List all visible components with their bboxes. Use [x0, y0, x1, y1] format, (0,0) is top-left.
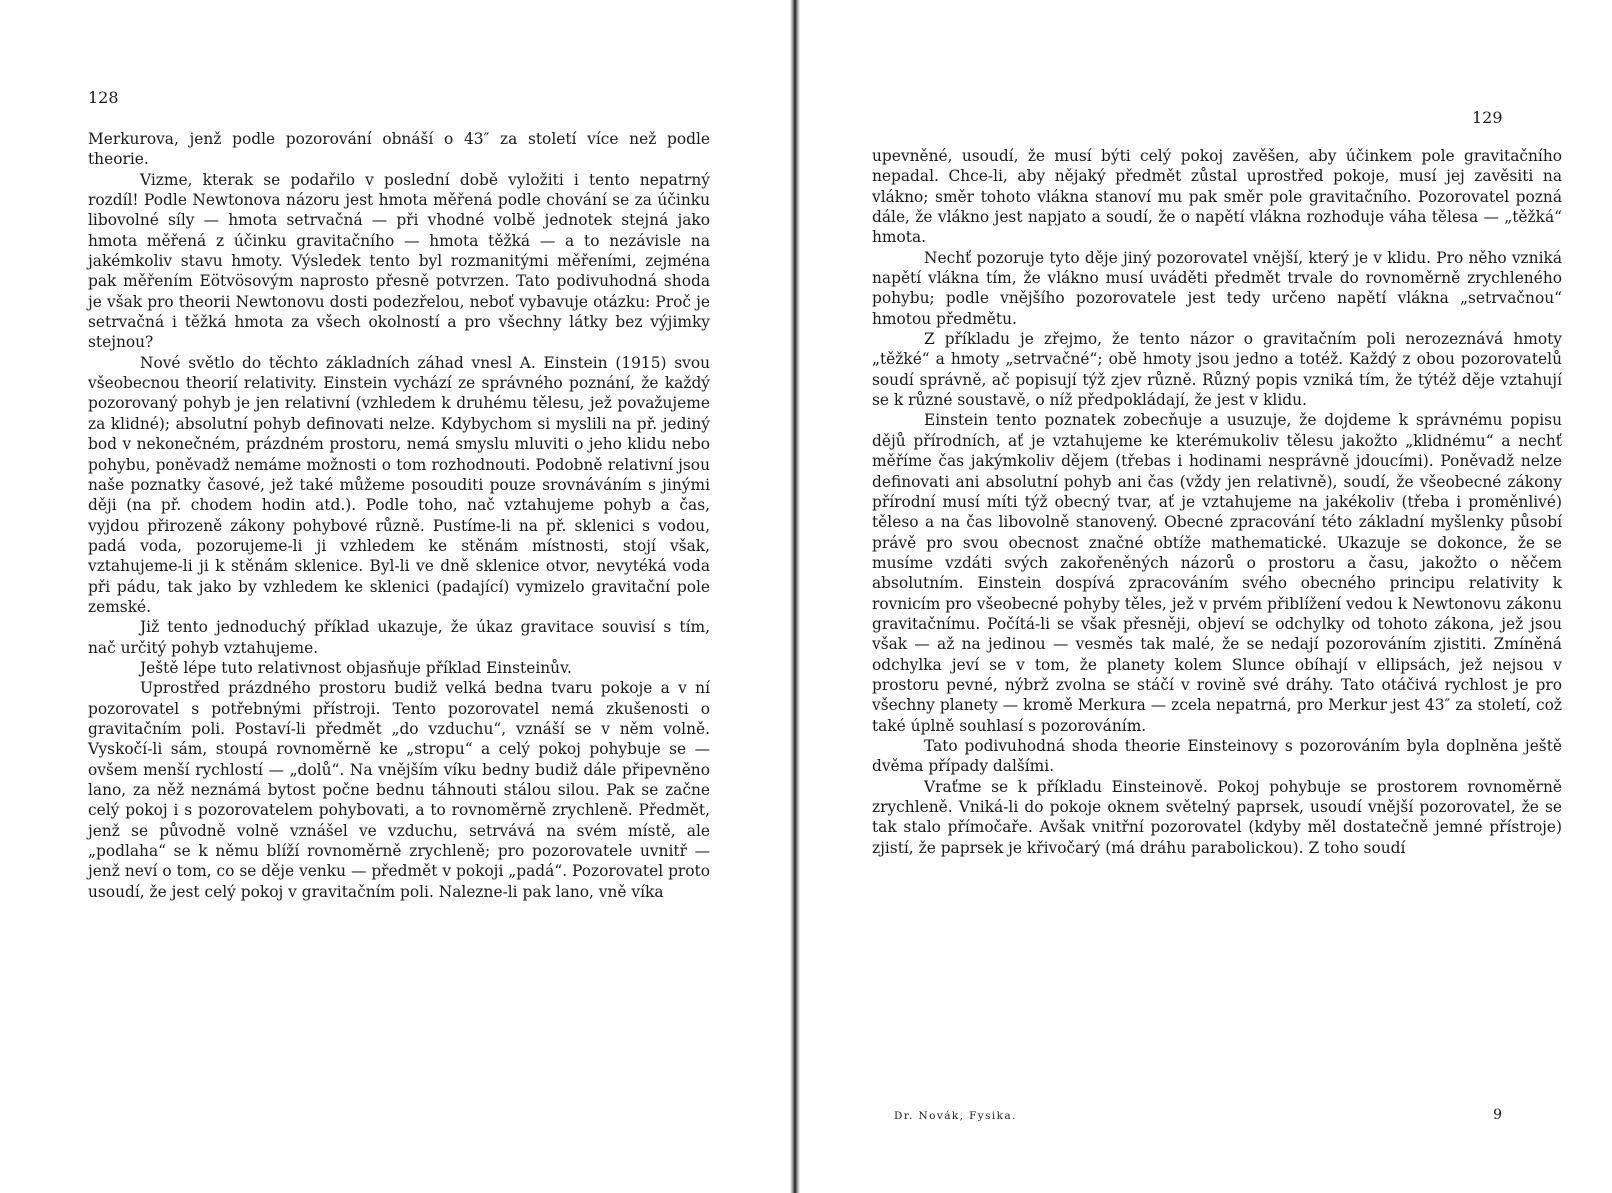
paragraph: Nové světlo do těchto základních záhad vnesl A. Einstein (1915) svou všeobecnou theorií relativity. Einstein vychází ze správného poznání, že každý pozorovaný pohyb je jen relativní (vzhledem k druhému tělesu, jež považujeme za klidné); absolutní pohyb definovati nelze. Kdybychom si myslili na př. jediný bod v nekonečném, prázdném prostoru, nemá smyslu mluviti o jeho klidu nebo pohybu, poněvadž nemáme možnosti o tom rozhodnouti. Podobně relativní jsou naše poznatky časové, jež také můžeme posouditi pouze srovnáváním s jinými ději (na př. chodem hodin atd.). Podle toho, nač vztahujeme pohyb a čas, vyjdou přirozeně zákony pohybové různě. Pustíme-li na př. sklenici s vodou, padá voda, pozorujeme-li ji vzhledem ke stěnám místnosti, stojí však, vztahujeme-li ji k stěnám sklenice. Byl-li ve dně sklenice otvor, nevytéká voda při pádu, tak jako by vzhledem ke sklenici (padající) vymizelo gravitační pole zemské.: [88, 353, 710, 616]
paragraph: Vraťme se k příkladu Einsteinově. Pokoj pohybuje se prostorem rovnoměrně zrychleně. Vniká-li do pokoje oknem světelný paprsek, usoudí vnější pozorovatel, že se tak stalo přímočaře. Avšak vnitřní pozorovatel (kdyby měl dostatečně jemné přístroje) zjistí, že paprsek je křivočarý (má dráhu parabolickou). Z toho soudí: [872, 777, 1562, 857]
left-page-text: [88, 129, 710, 902]
paragraph: Ještě lépe tuto relativnost objasňuje příklad Einsteinův.: [140, 658, 572, 677]
paragraph: Z příkladu je zřejmo, že tento názor o gravitačním poli nerozeznává hmoty „těžké“ a hmoty „setrvačné“; obě hmoty jsou jedno a totéž. Každý z obou pozorovatelů soudí správně, ač popisují týž zjev různě. Různý popis vzniká tím, že týtéž děje vztahují se k různé soustavě, o níž předpokládají, že jest v klidu.: [872, 330, 1562, 410]
page-number-right: 129: [1472, 108, 1503, 127]
paragraph: Již tento jednoduchý příklad ukazuje, že úkaz gravitace souvisí s tím, nač určitý pohyb vztahujeme.: [88, 618, 710, 657]
paragraph: upevněné, usoudí, že musí býti celý pokoj zavěšen, aby účinkem pole gravitačního nepadal. Chce-li, aby nějaký předmět zůstal uprostřed pokoje, musí jej zavěsiti na vlákno; směr tohoto vlákna stanoví mu pak směr pole gravitačního. Pozorovatel pozná dále, že vlákno jest napjato a soudí, že o napětí vlákna rozhoduje váha tělesa — „těžká“ hmota.: [872, 147, 1562, 247]
right-page: [800, 0, 1612, 1193]
footer-signature: Dr. Novák, Fysika.: [894, 1110, 1017, 1122]
page-footer: [872, 1107, 1562, 1129]
left-page: [0, 0, 790, 1193]
paragraph: Vizme, kterak se podařilo v poslední době vyložiti i tento nepatrný rozdíl! Podle Newtonova názoru jest hmota měřená podle chování se za účinku libovolné síly — hmota setrvačná — při vhodné volbě jednotek stejná jako hmota měřená z účinku gravitačního — hmota těžká — a to nezávisle na jakémkoliv stavu hmoty. Výsledek tento byl rozmanitými měřeními, zejména pak měřením Eötvösovým naprosto přesně potvrzen. Tato podivuhodná shoda je však pro theorii Newtonovu dosti podezřelou, neboť vybavuje otázku: Proč je setrvačná i těžká hmota za všech okolností a pro všechny látky bez výjimky stejnou?: [88, 170, 710, 352]
paragraph: Merkurova, jenž podle pozorování obnáší o 43″ za století více než podle theorie.: [88, 130, 710, 169]
footer-sheet-number: 9: [1493, 1107, 1502, 1123]
paragraph: Einstein tento poznatek zobecňuje a usuzuje, že dojdeme k správnému popisu dějů přírodních, ať je vztahujeme ke kterémukoliv tělesu jakožto „klidnému“ a nechť měříme čas jakýmkoliv dějem (třebas i hodinami nesprávně jdoucími). Poněvadž nelze definovati ani absolutní pohyb ani čas (vždy jen relativně), soudí, že všeobecné zákony přírodní musí míti týž obecný tvar, ať je vztahujeme na jakékoliv (třeba i proměnlivé) těleso a na čas libovolně stanovený. Obecné zpracování této základní myšlenky působí právě pro svou obecnost značné obtíže mathematické. Ukazuje se dokonce, že se musíme vzdáti svých zakořeněných názorů o prostoru a času, jakožto o něčem absolutním. Einstein dospívá zpracováním svého obecného principu relativity k rovnicím pro všeobecné pohyby těles, jež v prvém přiblížení vedou k Newtonovu zákonu gravitačnímu. Počítá-li se však přesněji, objeví se odchylky od tohoto zákona, jež jsou však — až na jedinou — vesměs tak malé, že se nedají pozorováním zjistiti. Zmíněná odchylka jeví se v tom, že planety kolem Slunce obíhají v ellipsách, jež nejsou v prostoru pevné, nýbrž zvolna se stáčí v rovině své dráhy. Tato otáčivá rychlost je pro všechny planety — kromě Merkura — zcela nepatrná, pro Merkur jest 43″ za století, což také úplně souhlasí s pozorováním.: [872, 411, 1562, 735]
page-number-left: 128: [88, 88, 119, 107]
book-spine: [790, 0, 800, 1193]
paragraph: Nechť pozoruje tyto děje jiný pozorovatel vnější, který je v klidu. Pro něho vzniká napětí vlákna tím, že vlákno musí uváděti předmět trvale do rovnoměrně zrychleného pohybu; podle vnějšího pozorovatele jest tedy určeno napětí vlákna „setrvačnou“ hmotou předmětu.: [872, 248, 1562, 328]
paragraph: Tato podivuhodná shoda theorie Einsteinovy s pozorováním byla doplněna ještě dvěma případy dalšími.: [872, 736, 1562, 776]
right-page-text: [872, 146, 1562, 858]
paragraph: Uprostřed prázdného prostoru budiž velká bedna tvaru pokoje a v ní pozorovatel s potřebnými přístroji. Tento pozorovatel nemá zkušenosti o gravitačním poli. Postaví-li předmět „do vzduchu“, vznáší se v něm volně. Vyskočí-li sám, stoupá rovnoměrně ke „stropu“ a celý pokoj pohybuje se — ovšem menší rychlostí — „dolů“. Na vnějším víku bedny budiž dále připevněno lano, za něž neznámá bytost počne bednu táhnouti stálou silou. Pak se začne celý pokoj i s pozorovatelem pohybovati, a to rovnoměrně zrychleně. Předmět, jenž se původně volně vznášel ve vzduchu, setrvává na svém místě, ale „podlaha“ se k němu blíží rovnoměrně zrychleně; pro pozorovatele uvnitř — jenž neví o tom, co se děje venku — předmět v pokoji „padá“. Pozorovatel proto usoudí, že jest celý pokoj v gravitačním poli. Nalezne-li pak lano, vně víka: [88, 679, 710, 901]
